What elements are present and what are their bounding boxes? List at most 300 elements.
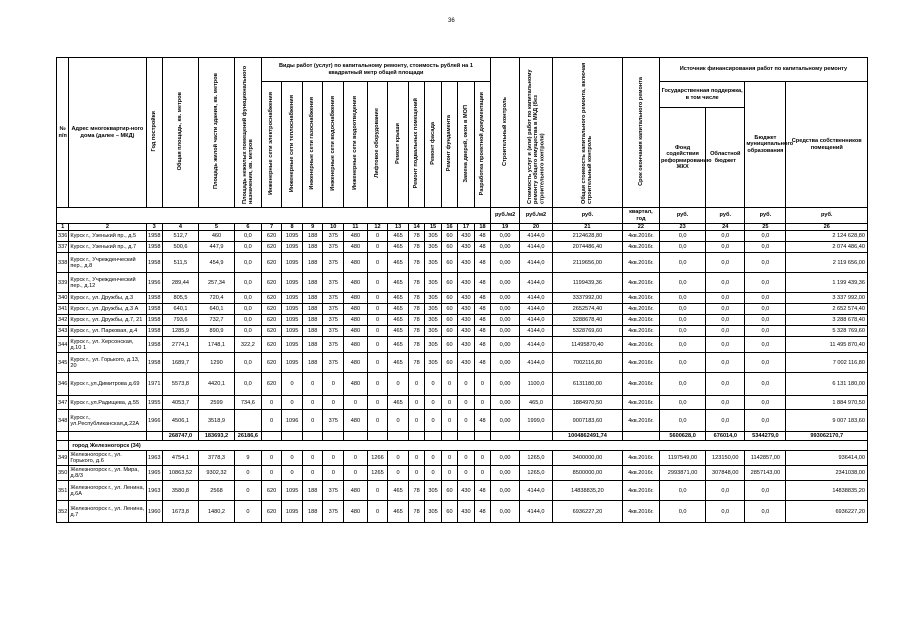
row-living-area: 3518,9 [198, 410, 234, 432]
row-work-cost: 78 [408, 337, 424, 353]
row-unit-cost: 4144,0 [520, 353, 553, 373]
row-owners: 6936227,20 [786, 501, 868, 523]
row-fund: 0,0 [659, 242, 705, 253]
table-row [57, 373, 868, 396]
row-number: 346 [57, 373, 69, 396]
header-owners: Средства собственников помещений [786, 82, 868, 208]
row-total-cost: 3337992,00 [552, 293, 622, 304]
row-work-cost: 0 [458, 396, 474, 410]
table-row [57, 242, 868, 253]
row-work-cost: 60 [441, 353, 457, 373]
row-work-cost: 0 [344, 396, 368, 410]
header-total-area: Общая площадь, кв. метров [177, 92, 184, 171]
header-living-area: Площадь жилой части здания, кв. метров [213, 73, 220, 190]
row-work-cost: 0 [261, 410, 282, 432]
row-nonres-area: 322,2 [235, 337, 262, 353]
row-control: 0,00 [491, 242, 520, 253]
row-work-cost: 60 [441, 273, 457, 293]
row-total-area: 4754,1 [162, 451, 198, 466]
column-number: 25 [745, 224, 786, 231]
row-work-cost: 465 [388, 337, 409, 353]
row-owners: 9 007 183,60 [786, 410, 868, 432]
row-number: 337 [57, 242, 69, 253]
row-work-cost: 0 [458, 373, 474, 396]
row-work-cost: 0 [458, 410, 474, 432]
row-year: 1966 [146, 410, 162, 432]
table-row [57, 466, 868, 481]
row-work-cost: 0 [367, 353, 388, 373]
row-work-cost: 375 [323, 326, 344, 337]
row-total-area: 2774,1 [162, 337, 198, 353]
column-number: 14 [408, 224, 424, 231]
empty-cell [146, 432, 162, 441]
row-nonres-area: 0,0 [235, 315, 262, 326]
row-work-cost: 0 [458, 466, 474, 481]
column-number: 6 [235, 224, 262, 231]
fund-sum: 5600628,0 [659, 432, 705, 441]
row-owners: 3 337 992,00 [786, 293, 868, 304]
row-fund: 1197549,00 [659, 451, 705, 466]
header-fund: Фонд содействия реформированию ЖКХ [659, 108, 705, 208]
row-nonres-area: 0,0 [235, 242, 262, 253]
row-fund: 0,0 [659, 337, 705, 353]
column-number: 21 [552, 224, 622, 231]
row-number: 343 [57, 326, 69, 337]
row-number: 348 [57, 410, 69, 432]
row-regional: 0,0 [706, 293, 745, 304]
row-work-cost: 0 [367, 315, 388, 326]
row-municipal: 0,0 [745, 410, 786, 432]
row-work-cost: 188 [302, 337, 323, 353]
row-work-cost: 0 [388, 410, 409, 432]
row-fund: 0,0 [659, 315, 705, 326]
row-work-cost: 480 [344, 293, 368, 304]
header-work-3: Инженерные сети водоснабжения [330, 95, 337, 191]
row-work-cost: 480 [344, 253, 368, 273]
living-area-sum: 183693,2 [198, 432, 234, 441]
row-work-cost: 375 [323, 501, 344, 523]
row-work-cost: 375 [323, 293, 344, 304]
row-total-area: 3580,8 [162, 481, 198, 501]
row-nonres-area: 0 [235, 466, 262, 481]
row-year: 1958 [146, 337, 162, 353]
row-work-cost: 0 [474, 373, 491, 396]
row-work-cost: 0 [344, 451, 368, 466]
row-total-cost: 1884970,50 [552, 396, 622, 410]
row-work-cost: 375 [323, 273, 344, 293]
row-nonres-area: 0 [235, 481, 262, 501]
row-unit-cost: 1100,0 [520, 373, 553, 396]
column-number: 12 [367, 224, 388, 231]
row-work-cost: 375 [323, 481, 344, 501]
row-work-cost: 0 [441, 466, 457, 481]
row-deadline: 4кв.2016г. [622, 451, 659, 466]
row-work-cost: 188 [302, 326, 323, 337]
empty-cell [261, 432, 282, 441]
row-work-cost: 430 [458, 253, 474, 273]
row-work-cost: 0 [367, 326, 388, 337]
row-control: 0,00 [491, 304, 520, 315]
row-work-cost: 620 [261, 373, 282, 396]
row-year: 1958 [146, 353, 162, 373]
row-work-cost: 1095 [282, 315, 303, 326]
row-work-cost: 0 [367, 293, 388, 304]
row-unit-cost: 4144,0 [520, 315, 553, 326]
row-regional: 123150,00 [706, 451, 745, 466]
row-address: Курск г.,ул.Радищева, д.55 [69, 396, 146, 410]
row-control: 0,00 [491, 353, 520, 373]
header-regional: Областной бюджет [706, 108, 745, 208]
row-work-cost: 375 [323, 304, 344, 315]
row-work-cost: 48 [474, 253, 491, 273]
row-work-cost: 0 [388, 451, 409, 466]
row-fund: 0,0 [659, 501, 705, 523]
row-work-cost: 188 [302, 293, 323, 304]
unit-2: руб. [552, 208, 622, 224]
header-funding-group: Источник финансирования работ по капитальному ремонту [659, 58, 867, 82]
row-work-cost: 48 [474, 501, 491, 523]
row-work-cost: 188 [302, 481, 323, 501]
owners-sum: 993062170,7 [786, 432, 868, 441]
row-total-cost: 2074486,40 [552, 242, 622, 253]
row-work-cost: 430 [458, 501, 474, 523]
row-municipal: 1142857,00 [745, 451, 786, 466]
row-work-cost: 0 [302, 410, 323, 432]
row-address: Курск г., ул. Парковая, д.4 [69, 326, 146, 337]
row-work-cost: 620 [261, 242, 282, 253]
row-address: Курск г., Узенький пр., д.7 [69, 242, 146, 253]
row-regional: 0,0 [706, 242, 745, 253]
row-work-cost: 0 [282, 466, 303, 481]
row-address: Железногорск г., ул. Ленина, д.6А [69, 481, 146, 501]
row-fund: 2993871,00 [659, 466, 705, 481]
table-row [57, 253, 868, 273]
empty-cell [69, 432, 146, 441]
column-number: 7 [261, 224, 282, 231]
row-total-area: 1285,9 [162, 326, 198, 337]
row-unit-cost: 4144,0 [520, 231, 553, 242]
row-work-cost: 0 [261, 396, 282, 410]
row-nonres-area: 0,0 [235, 253, 262, 273]
table-row [57, 326, 868, 337]
row-nonres-area: 0,0 [235, 231, 262, 242]
row-control: 0,00 [491, 481, 520, 501]
column-number: 8 [282, 224, 303, 231]
row-control: 0,00 [491, 326, 520, 337]
row-fund: 0,0 [659, 231, 705, 242]
row-work-cost: 78 [408, 253, 424, 273]
row-living-area: 257,34 [198, 273, 234, 293]
empty-cell [367, 432, 388, 441]
row-number: 339 [57, 273, 69, 293]
column-number: 2 [69, 224, 146, 231]
row-work-cost: 375 [323, 353, 344, 373]
row-work-cost: 620 [261, 273, 282, 293]
row-year: 1958 [146, 231, 162, 242]
row-total-area: 4053,7 [162, 396, 198, 410]
row-work-cost: 0 [441, 410, 457, 432]
row-regional: 307848,00 [706, 466, 745, 481]
row-living-area: 3778,3 [198, 451, 234, 466]
row-work-cost: 78 [408, 315, 424, 326]
row-owners: 1 884 970,50 [786, 396, 868, 410]
table-row [57, 273, 868, 293]
row-year: 1958 [146, 315, 162, 326]
row-unit-cost: 4144,0 [520, 253, 553, 273]
row-total-area: 511,5 [162, 253, 198, 273]
row-work-cost: 305 [425, 253, 441, 273]
row-total-cost: 2652574,40 [552, 304, 622, 315]
row-work-cost: 188 [302, 273, 323, 293]
row-work-cost: 480 [344, 337, 368, 353]
row-regional: 0,0 [706, 231, 745, 242]
row-work-cost: 480 [344, 242, 368, 253]
row-work-cost: 0 [367, 304, 388, 315]
row-owners: 14838835,20 [786, 481, 868, 501]
row-work-cost: 430 [458, 304, 474, 315]
row-address: Курск г., ул. Дружбы, д.7, 21 [69, 315, 146, 326]
column-number: 23 [659, 224, 705, 231]
row-work-cost: 48 [474, 353, 491, 373]
row-living-area: 454,9 [198, 253, 234, 273]
row-work-cost: 305 [425, 481, 441, 501]
row-living-area: 2568 [198, 481, 234, 501]
row-work-cost: 1095 [282, 304, 303, 315]
row-work-cost: 60 [441, 326, 457, 337]
row-deadline: 4кв.2016г. [622, 353, 659, 373]
row-municipal: 0,0 [745, 373, 786, 396]
row-owners: 11 495 870,40 [786, 337, 868, 353]
row-work-cost: 0 [408, 410, 424, 432]
total-cost-sum: 1004862491,74 [552, 432, 622, 441]
row-nonres-area: 0,0 [235, 373, 262, 396]
row-control: 0,00 [491, 373, 520, 396]
row-work-cost: 0 [474, 466, 491, 481]
row-living-area: 2599 [198, 396, 234, 410]
row-total-area: 1689,7 [162, 353, 198, 373]
empty-cell [441, 432, 457, 441]
table-row [57, 501, 868, 523]
row-work-cost: 0 [323, 373, 344, 396]
row-nonres-area: 734,6 [235, 396, 262, 410]
row-work-cost: 465 [388, 231, 409, 242]
row-work-cost: 0 [282, 373, 303, 396]
row-work-cost: 78 [408, 326, 424, 337]
row-total-area: 512,7 [162, 231, 198, 242]
row-work-cost: 0 [441, 373, 457, 396]
row-work-cost: 465 [388, 304, 409, 315]
row-work-cost: 188 [302, 501, 323, 523]
row-work-cost: 465 [388, 481, 409, 501]
row-work-cost: 60 [441, 501, 457, 523]
empty-cell [388, 432, 409, 441]
row-year: 1956 [146, 273, 162, 293]
header-work-0: Инженерные сети электроснабжения [268, 91, 275, 195]
unit-5: руб. [706, 208, 745, 224]
row-work-cost: 0 [302, 466, 323, 481]
row-unit-cost: 1265,0 [520, 451, 553, 466]
row-total-cost: 5328769,60 [552, 326, 622, 337]
row-nonres-area [235, 410, 262, 432]
row-deadline: 4кв.2016г. [622, 410, 659, 432]
row-nonres-area: 0 [235, 501, 262, 523]
row-owners: 5 328 769,60 [786, 326, 868, 337]
row-address: Железногорск г., ул. Ленина, д.7 [69, 501, 146, 523]
table-row [57, 304, 868, 315]
row-work-cost: 0 [441, 451, 457, 466]
row-total-cost: 6936227,20 [552, 501, 622, 523]
row-deadline: 4кв.2016г. [622, 304, 659, 315]
row-deadline: 4кв.2016г. [622, 273, 659, 293]
row-fund: 0,0 [659, 273, 705, 293]
table-row [57, 231, 868, 242]
table-row [57, 451, 868, 466]
row-work-cost: 0 [261, 466, 282, 481]
row-work-cost: 305 [425, 304, 441, 315]
header-no: № п/п [57, 58, 69, 208]
row-nonres-area: 0,0 [235, 353, 262, 373]
row-owners: 1 199 439,36 [786, 273, 868, 293]
row-work-cost: 430 [458, 315, 474, 326]
unit-6: руб. [745, 208, 786, 224]
row-work-cost: 465 [388, 326, 409, 337]
row-work-cost: 0 [367, 273, 388, 293]
row-year: 1963 [146, 451, 162, 466]
row-regional: 0,0 [706, 481, 745, 501]
row-work-cost: 78 [408, 273, 424, 293]
table-row [57, 396, 868, 410]
header-work-8: Ремонт фасада [429, 121, 436, 165]
row-deadline: 4кв.2016г. [622, 501, 659, 523]
row-work-cost: 0 [302, 451, 323, 466]
row-fund: 0,0 [659, 326, 705, 337]
row-living-area: 1480,2 [198, 501, 234, 523]
row-work-cost: 430 [458, 231, 474, 242]
header-control: Строительный контроль [501, 96, 508, 166]
row-work-cost: 0 [302, 396, 323, 410]
row-work-cost: 465 [388, 273, 409, 293]
row-work-cost: 0 [302, 373, 323, 396]
row-number: 338 [57, 253, 69, 273]
row-year: 1963 [146, 481, 162, 501]
row-municipal: 0,0 [745, 315, 786, 326]
column-number: 9 [302, 224, 323, 231]
row-regional: 0,0 [706, 315, 745, 326]
row-year: 1958 [146, 253, 162, 273]
row-work-cost: 480 [344, 353, 368, 373]
row-regional: 0,0 [706, 396, 745, 410]
column-number: 5 [198, 224, 234, 231]
row-work-cost: 1265 [367, 466, 388, 481]
row-total-area: 10863,52 [162, 466, 198, 481]
empty-cell [282, 432, 303, 441]
row-work-cost: 78 [408, 353, 424, 373]
row-work-cost: 0 [474, 396, 491, 410]
row-work-cost: 0 [367, 231, 388, 242]
row-owners: 2 652 574,40 [786, 304, 868, 315]
row-work-cost: 465 [388, 293, 409, 304]
row-total-cost: 8500000,00 [552, 466, 622, 481]
row-work-cost: 375 [323, 231, 344, 242]
row-work-cost: 188 [302, 231, 323, 242]
section-title: город Железногорск (34) [69, 441, 868, 451]
row-owners: 2 124 628,80 [786, 231, 868, 242]
header-work-9: Ремонт фундамента [446, 115, 453, 172]
row-work-cost: 60 [441, 481, 457, 501]
row-address: Курск г., Учрежденческий пер., д.8 [69, 253, 146, 273]
row-unit-cost: 4144,0 [520, 326, 553, 337]
row-work-cost: 1095 [282, 273, 303, 293]
row-total-cost: 3288678,40 [552, 315, 622, 326]
row-work-cost: 430 [458, 337, 474, 353]
row-regional: 0,0 [706, 337, 745, 353]
row-number: 351 [57, 481, 69, 501]
row-year: 1971 [146, 373, 162, 396]
row-work-cost: 1096 [282, 410, 303, 432]
row-control: 0,00 [491, 466, 520, 481]
row-owners: 936414,00 [786, 451, 868, 466]
table-row [57, 337, 868, 353]
row-work-cost: 1095 [282, 326, 303, 337]
row-work-cost: 465 [388, 242, 409, 253]
header-work-4: Инженерные сети водоотведения [352, 96, 359, 191]
row-deadline: 4кв.2016г. [622, 293, 659, 304]
row-living-area: 447,9 [198, 242, 234, 253]
row-number: 350 [57, 466, 69, 481]
row-municipal: 0,0 [745, 337, 786, 353]
row-work-cost: 60 [441, 293, 457, 304]
total-area-sum: 268747,0 [162, 432, 198, 441]
empty-cell [474, 432, 491, 441]
row-work-cost: 0 [367, 410, 388, 432]
row-work-cost: 0 [367, 481, 388, 501]
row-work-cost: 188 [302, 304, 323, 315]
column-number: 22 [622, 224, 659, 231]
row-control: 0,00 [491, 315, 520, 326]
column-number: 4 [162, 224, 198, 231]
row-work-cost: 1095 [282, 337, 303, 353]
totals-row [57, 432, 868, 441]
empty-cell [408, 432, 424, 441]
row-unit-cost: 4144,0 [520, 273, 553, 293]
row-deadline: 4кв.2016г. [622, 242, 659, 253]
row-fund: 0,0 [659, 253, 705, 273]
row-unit-cost: 1265,0 [520, 466, 553, 481]
empty-cell [323, 432, 344, 441]
row-deadline: 4кв.2016г. [622, 466, 659, 481]
column-number: 16 [441, 224, 457, 231]
row-number: 352 [57, 501, 69, 523]
row-work-cost: 480 [344, 326, 368, 337]
row-address: Курск г., Узенький пр., д.5 [69, 231, 146, 242]
row-unit-cost: 4144,0 [520, 481, 553, 501]
row-living-area: 720,4 [198, 293, 234, 304]
empty-cell [520, 432, 553, 441]
row-deadline: 4кв.2016г. [622, 337, 659, 353]
column-number: 17 [458, 224, 474, 231]
row-work-cost: 0 [408, 451, 424, 466]
table-row [57, 410, 868, 432]
row-work-cost: 465 [388, 501, 409, 523]
row-work-cost: 78 [408, 293, 424, 304]
empty-cell [491, 432, 520, 441]
row-work-cost: 0 [367, 253, 388, 273]
header-total-cost: Общая стоимость капитального ремонта, включая строительный контроль [581, 62, 594, 205]
row-work-cost: 305 [425, 231, 441, 242]
column-number: 11 [344, 224, 368, 231]
column-number: 13 [388, 224, 409, 231]
page-number: 36 [448, 18, 455, 24]
